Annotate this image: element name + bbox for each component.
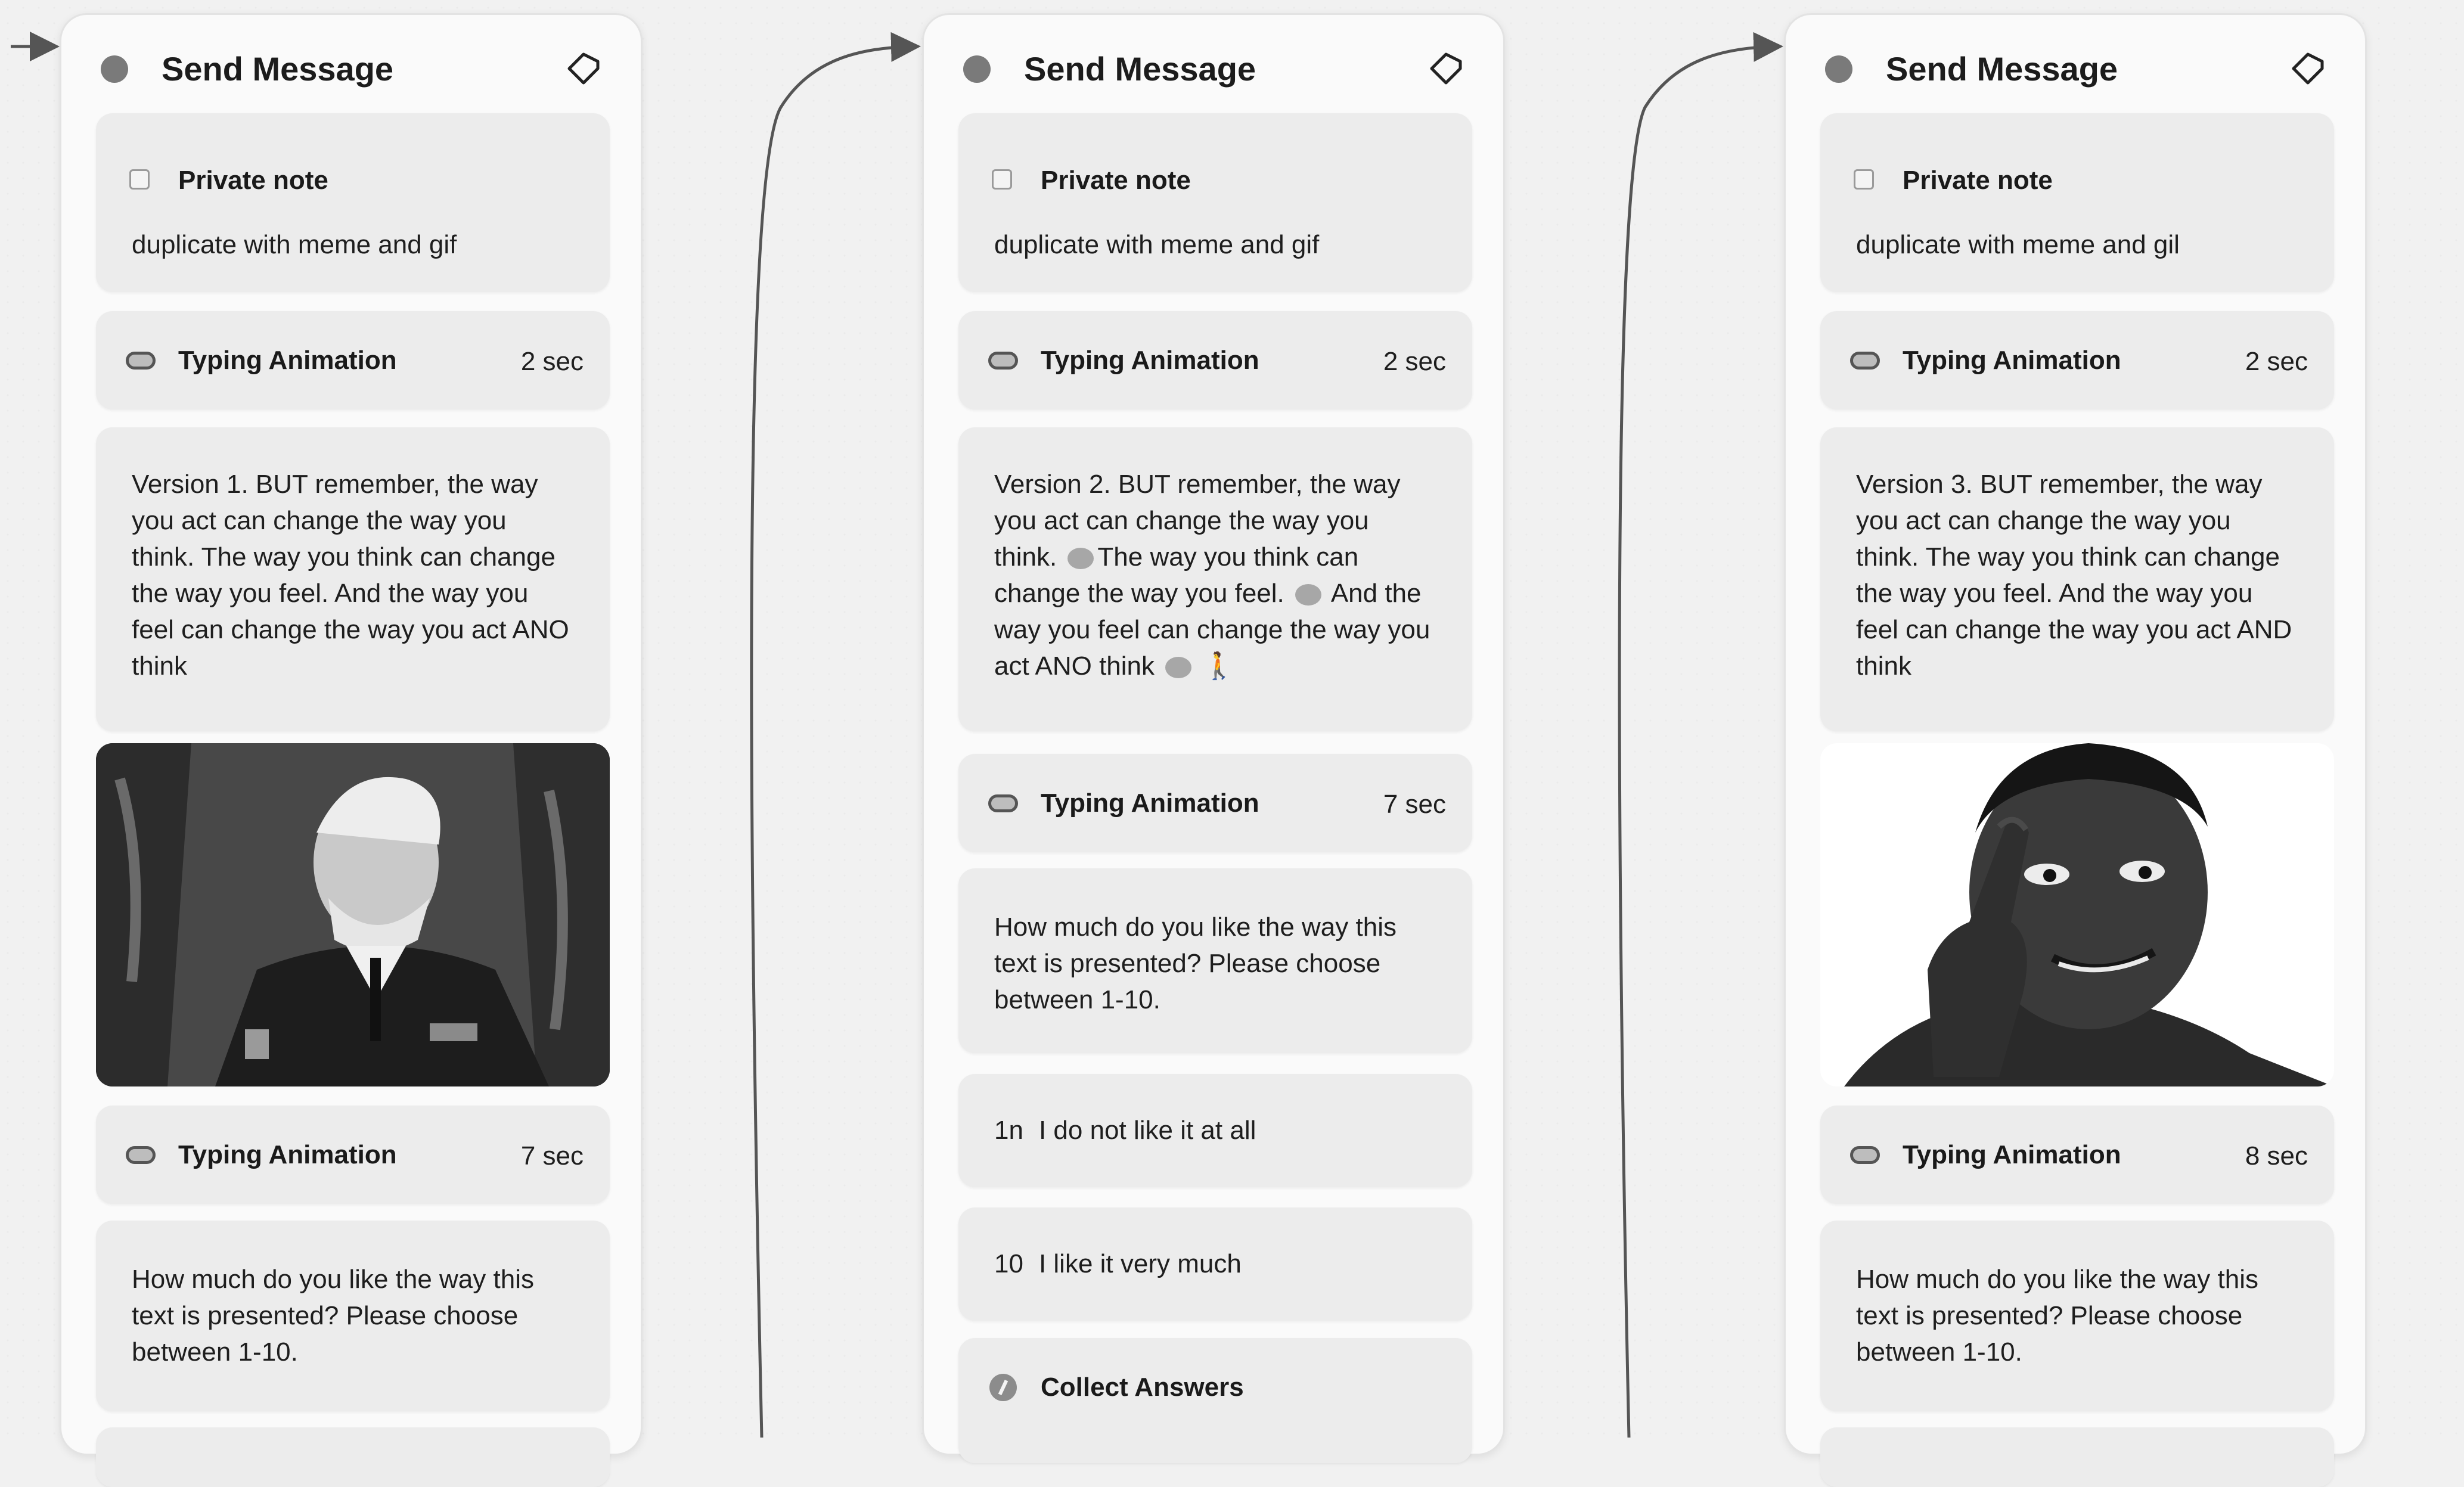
typing-animation-icon (1850, 352, 1880, 370)
note-checkbox-icon[interactable] (992, 169, 1012, 190)
node-header[interactable] (61, 15, 641, 122)
send-message-node-3[interactable] (1784, 13, 2367, 1455)
message-text-block[interactable] (96, 427, 610, 731)
answer-label: I like it very much (1038, 1249, 1242, 1278)
typing-animation-icon (126, 1146, 156, 1164)
typing-animation-icon (126, 352, 156, 370)
message-part-1: Version 2. BUT remember, the way you act can change the way you think. (994, 470, 1401, 572)
typing-animation-block[interactable] (958, 311, 1472, 409)
message-text-block[interactable] (1820, 427, 2334, 731)
answer-option[interactable] (958, 1207, 1472, 1321)
gif-admiral-image[interactable] (96, 743, 610, 1086)
message-text: Version 1. BUT remember, the way you act can change the way you think. The way you think can change the way you feel. And the way you feel can change the way you act ANO think (132, 470, 569, 681)
node-title: Send Message (162, 50, 394, 88)
typing-animation-block[interactable] (1820, 311, 2334, 409)
status-dot-icon (101, 55, 128, 83)
typing-animation-icon (988, 794, 1018, 812)
typing-animation-label: Typing Animation (1903, 1140, 2121, 1169)
heart-emoji-icon (1295, 584, 1321, 606)
typing-duration: 2 sec (2245, 347, 2308, 376)
message-text (994, 466, 1436, 684)
private-note-block[interactable] (96, 113, 610, 292)
status-dot-icon (1825, 55, 1852, 83)
tag-icon[interactable] (2290, 51, 2326, 86)
send-message-node-1[interactable] (60, 13, 643, 1455)
typing-animation-block[interactable] (96, 311, 610, 409)
answer-number: 1n (994, 1116, 1023, 1145)
answer-option[interactable] (958, 1074, 1472, 1187)
private-note-label: Private note (1903, 166, 2053, 195)
next-block[interactable] (1820, 1427, 2334, 1487)
typing-animation-label: Typing Animation (1903, 346, 2121, 375)
note-checkbox-icon[interactable] (1854, 169, 1874, 190)
node-header[interactable] (924, 15, 1503, 122)
next-block[interactable] (96, 1427, 610, 1487)
typing-animation-label: Typing Animation (178, 346, 397, 375)
private-note-block[interactable] (958, 113, 1472, 292)
message-part-2: The way you think can change the way you feel. (994, 542, 1359, 608)
question-block[interactable] (1820, 1221, 2334, 1411)
typing-animation-block[interactable] (1820, 1106, 2334, 1204)
connector-2-to-3 (1619, 46, 1777, 1438)
private-note-text: duplicate with meme and gil (1856, 230, 2180, 259)
typing-animation-label: Typing Animation (178, 1140, 397, 1169)
private-note-text: duplicate with meme and gif (132, 230, 457, 259)
brain-emoji-icon (1165, 657, 1191, 678)
node-header[interactable] (1786, 15, 2365, 122)
meme-thinking-man-image[interactable] (1820, 743, 2334, 1086)
typing-animation-label: Typing Animation (1041, 788, 1259, 818)
send-message-node-2[interactable] (922, 13, 1505, 1455)
question-block[interactable] (96, 1221, 610, 1411)
answer-number: 10 (994, 1249, 1023, 1278)
note-checkbox-icon[interactable] (129, 169, 150, 190)
connector-1-to-2 (752, 46, 915, 1438)
message-text-block[interactable] (958, 427, 1472, 731)
typing-duration: 2 sec (520, 347, 584, 376)
typing-animation-icon (1850, 1146, 1880, 1164)
answer-label: I do not like it at all (1038, 1116, 1256, 1145)
status-dot-icon (963, 55, 991, 83)
collect-answers-icon (989, 1374, 1017, 1401)
typing-duration: 2 sec (1383, 347, 1446, 376)
private-note-text: duplicate with meme and gif (994, 230, 1320, 259)
walking-emoji: 🚶 (1202, 651, 1236, 681)
collect-answers-label: Collect Answers (1041, 1373, 1244, 1402)
collect-answers-block[interactable] (958, 1338, 1472, 1463)
typing-animation-block[interactable] (958, 754, 1472, 852)
message-text: Version 3. BUT remember, the way you act can change the way you think. The way you think can change the way you feel. And the way you feel can change the way you act AND think (1856, 470, 2292, 681)
private-note-label: Private note (178, 166, 328, 195)
tag-icon[interactable] (1428, 51, 1464, 86)
private-note-label: Private note (1041, 166, 1191, 195)
answer-option-text (994, 1246, 1436, 1282)
question-text: How much do you like the way this text is presented? Please choose between 1-10. (132, 1265, 534, 1367)
answer-option-text (994, 1112, 1436, 1148)
typing-duration: 7 sec (1383, 790, 1446, 819)
node-title: Send Message (1886, 50, 2118, 88)
typing-duration: 7 sec (520, 1141, 584, 1171)
question-text: How much do you like the way this text is presented? Please choose between 1-10. (1856, 1265, 2258, 1367)
question-text: How much do you like the way this text is presented? Please choose between 1-10. (994, 912, 1397, 1014)
message-part-3: And the way you feel can change the way you act ANO think (994, 579, 1430, 681)
node-title: Send Message (1024, 50, 1256, 88)
private-note-block[interactable] (1820, 113, 2334, 292)
brain-emoji-icon (1067, 548, 1094, 569)
typing-animation-icon (988, 352, 1018, 370)
typing-animation-label: Typing Animation (1041, 346, 1259, 375)
typing-duration: 8 sec (2245, 1141, 2308, 1171)
tag-icon[interactable] (566, 51, 601, 86)
typing-animation-block[interactable] (96, 1106, 610, 1204)
question-block[interactable] (958, 868, 1472, 1053)
